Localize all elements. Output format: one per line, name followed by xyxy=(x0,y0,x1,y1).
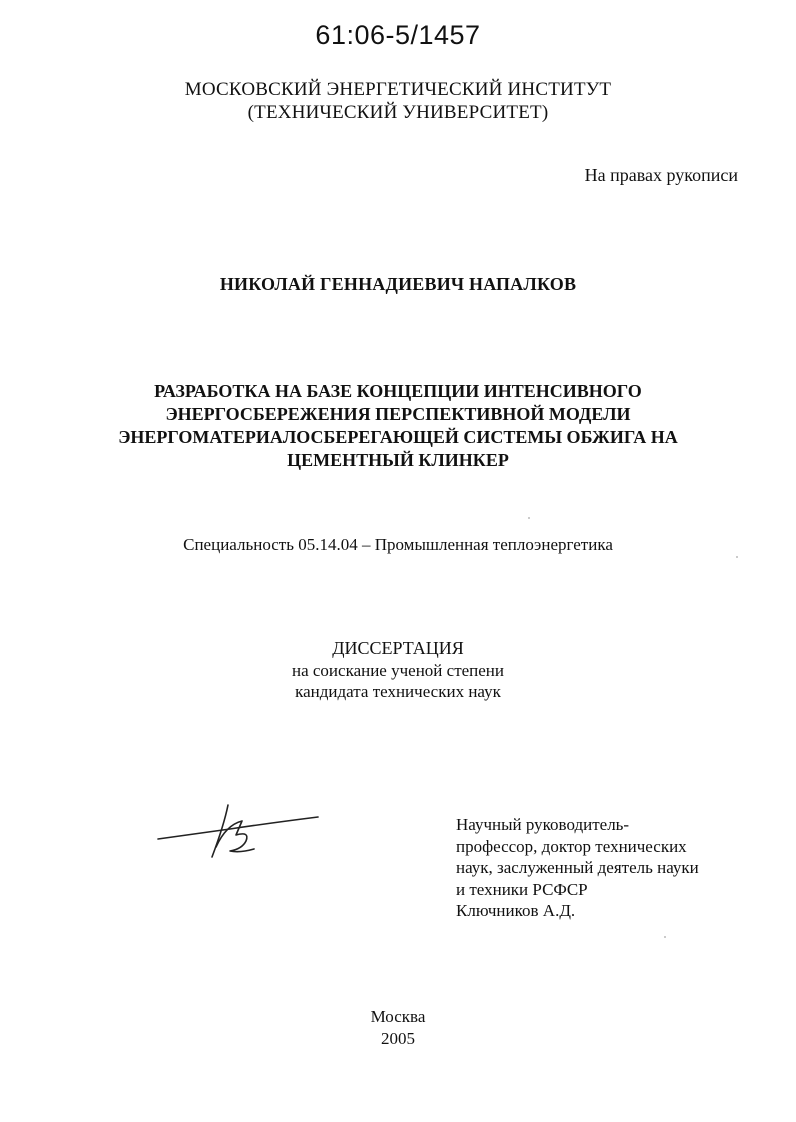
scan-speck xyxy=(736,556,738,558)
scan-speck xyxy=(664,936,666,938)
advisor-line-2: профессор, доктор технических xyxy=(456,836,687,856)
author-signature xyxy=(150,795,330,875)
scientific-advisor-block xyxy=(456,814,756,922)
thesis-title-line-3: ЭНЕРГОМАТЕРИАЛОСБЕРЕГАЮЩЕЙ СИСТЕМЫ ОБЖИГА НА xyxy=(118,427,678,447)
advisor-line-1: Научный руководитель- xyxy=(456,815,630,834)
author-name: НИКОЛАЙ ГЕННАДИЕВИЧ НАПАЛКОВ xyxy=(219,274,577,294)
advisor-line-3: наук, заслуженный деятель науки xyxy=(456,858,699,877)
dissertation-heading: ДИССЕРТАЦИЯ xyxy=(332,638,464,658)
specialty-line: Специальность 05.14.04 – Промышленная теплоэнергетика xyxy=(183,535,613,554)
advisor-line-4: и техники РСФСР xyxy=(456,879,588,899)
thesis-title-line-2: ЭНЕРГОСБЕРЕЖЕНИЯ ПЕРСПЕКТИВНОЙ МОДЕЛИ xyxy=(165,404,631,424)
institute-name: МОСКОВСКИЙ ЭНЕРГЕТИЧЕСКИЙ ИНСТИТУТ xyxy=(184,79,612,100)
scan-speck xyxy=(528,517,530,519)
institute-subtitle: (ТЕХНИЧЕСКИЙ УНИВЕРСИТЕТ) xyxy=(247,102,549,123)
degree-line-1: на соискание ученой степени xyxy=(291,661,505,680)
advisor-name: Ключников А.Д. xyxy=(456,901,576,920)
degree-line-2: кандидата технических наук xyxy=(295,682,501,701)
city: Москва xyxy=(370,1007,426,1026)
year: 2005 xyxy=(381,1029,415,1048)
thesis-title-line-1: РАЗРАБОТКА НА БАЗЕ КОНЦЕПЦИИ ИНТЕНСИВНОГО xyxy=(154,381,642,401)
archive-code: 61:06-5/1457 xyxy=(315,20,481,50)
manuscript-rights-note: На правах рукописи xyxy=(584,165,738,185)
thesis-title-line-4: ЦЕМЕНТНЫЙ КЛИНКЕР xyxy=(287,450,509,470)
